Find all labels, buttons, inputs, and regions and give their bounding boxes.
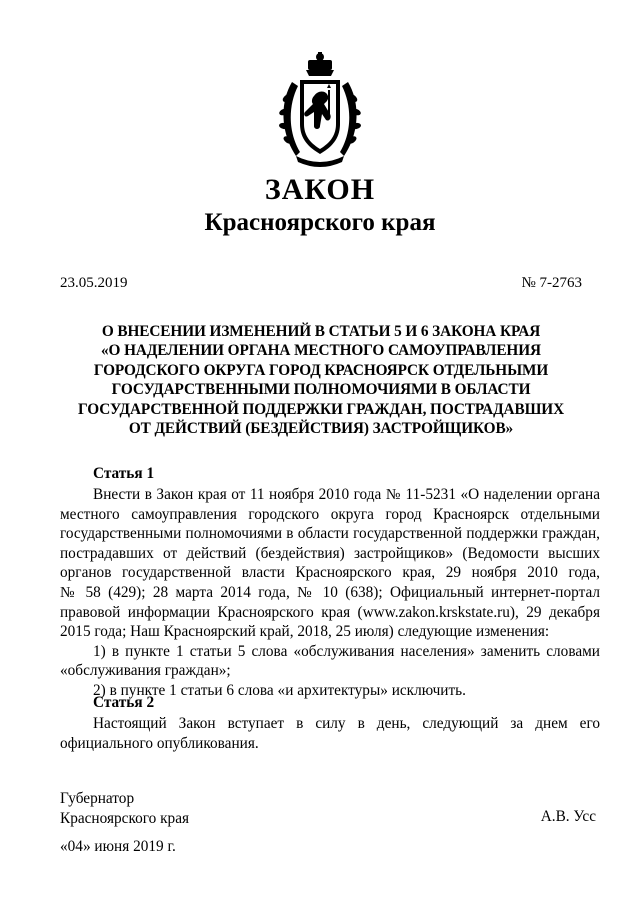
signatory-position-line: Красноярского края [60, 809, 190, 827]
body-line: пострадавших от действий (бездействия) застройщиков» (Ведомости высших [60, 544, 600, 562]
body-line: № 58 (429); 28 марта 2014 года, № 10 (638); Официальный интернет-портал [60, 583, 600, 601]
article-1-title: Статья 1 [93, 465, 155, 482]
heading-line: ГОРОДСКОГО ОКРУГА ГОРОД КРАСНОЯРСК ОТДЕЛЬНЫМИ [93, 361, 549, 379]
article-1-body [60, 485, 600, 701]
body-line: 2) в пункте 1 статьи 6 слова «и архитектуры» исключить. [93, 681, 466, 699]
heading-line: ГОСУДАРСТВЕННЫМИ ПОЛНОМОЧИЯМИ В ОБЛАСТИ [111, 381, 531, 399]
body-line: местного самоуправления городского округа город Красноярск отдельными [60, 505, 600, 523]
document-subtitle: Красноярского края [204, 209, 436, 236]
heading-line: ГОСУДАРСТВЕННОЙ ПОДДЕРЖКИ ГРАЖДАН, ПОСТРАДАВШИХ [77, 400, 565, 418]
signatory-position [60, 789, 189, 828]
law-heading [60, 322, 582, 438]
body-line: государственными полномочиями в области государственной поддержки граждан, [60, 525, 600, 543]
body-line: 1) в пункте 1 статьи 5 слова «обслуживания населения» заменить словами [93, 642, 600, 660]
body-line: 2015 года; Наш Красноярский край, 2018, 25 июля) следующие изменения: [60, 623, 550, 641]
body-line: Настоящий Закон вступает в силу в день, следующий за днем его [93, 715, 600, 732]
article-2-title: Статья 2 [93, 694, 155, 711]
body-line: правовой информации Красноярского края (www.zakon.krskstate.ru), 29 декабря [60, 603, 600, 621]
coat-of-arms-emblem [278, 52, 362, 170]
heading-line: О ВНЕСЕНИИ ИЗМЕНЕНИЙ В СТАТЬИ 5 И 6 ЗАКОНА КРАЯ [101, 323, 541, 340]
article-2-body [60, 714, 600, 753]
document-number: № 7-2763 [521, 275, 582, 291]
document-title: ЗАКОН [264, 173, 376, 206]
document-date: 23.05.2019 [60, 275, 128, 291]
body-line: Внести в Закон края от 11 ноября 2010 года № 11-5231 «О наделении органа [93, 486, 600, 503]
heading-line: ОТ ДЕЙСТВИЙ (БЕЗДЕЙСТВИЯ) ЗАСТРОЙЩИКОВ» [128, 420, 514, 438]
signatory-name: А.В. Усс [540, 808, 596, 825]
signature-date: «04» июня 2019 г. [60, 838, 176, 855]
body-line: официального опубликования. [60, 734, 259, 752]
body-line: органов государственной власти Красноярского края, 29 ноября 2010 года, [60, 564, 600, 582]
heading-line: «О НАДЕЛЕНИИ ОРГАНА МЕСТНОГО САМОУПРАВЛЕНИЯ [101, 342, 541, 360]
signatory-position-line: Губернатор [60, 790, 135, 807]
body-line: «обслуживания граждан»; [60, 662, 231, 680]
